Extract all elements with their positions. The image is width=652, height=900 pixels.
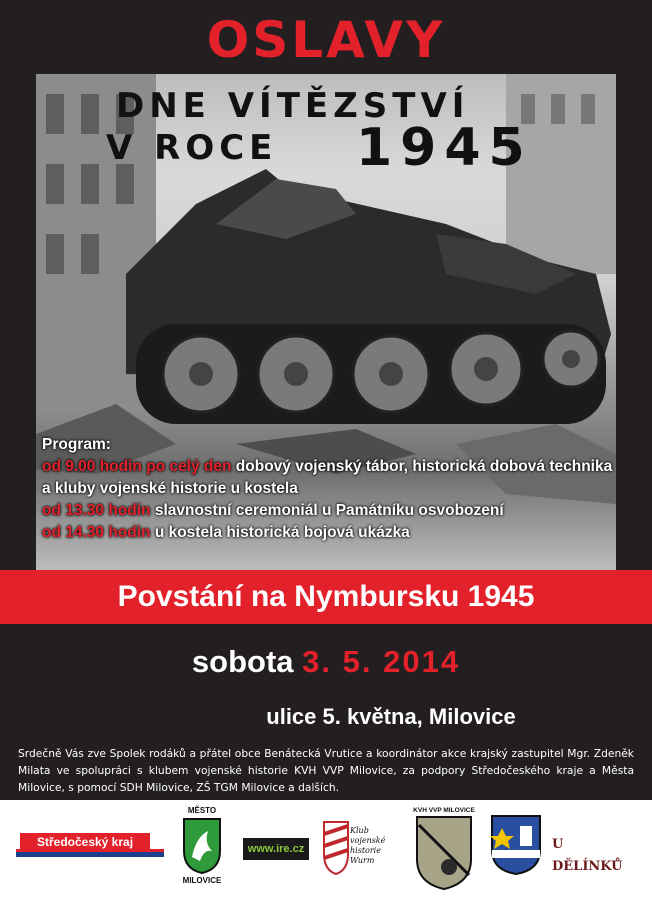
- invitation-text: Srdečně Vás zve Spolek rodáků a přátel obce Benátecká Vrutice a koordinátor akce krajský zastupitel Mgr. Zdeněk Milata ve spolupráci s klubem vojenské historie KVH VVP Milovice, za podpory Středočeského kraje a Města Milovice, s pomocí SDH Milovice, ZŠ TGM Milovice a dalších.: [18, 747, 634, 794]
- mesto-top-label: MĚSTO: [187, 806, 217, 815]
- milovice-crest-icon: [182, 817, 222, 875]
- kvh-label: KVH VVP MILOVICE: [413, 807, 475, 814]
- kraj-label: Středočeský kraj: [20, 833, 150, 851]
- mesto-milovice-logo: [178, 806, 226, 894]
- event-date-line: [0, 640, 652, 684]
- program-text: slavnostní ceremoniál u Památníku osvobození: [150, 502, 504, 519]
- event-banner: Povstání na Nymbursku 1945: [0, 570, 652, 624]
- kvh-vvp-logo: [413, 806, 475, 894]
- headline-year: 1945: [356, 118, 533, 178]
- program-heading: Program:: [42, 436, 111, 453]
- program-item: [42, 456, 614, 500]
- wurm-label: Klub vojenské historie Wurm: [350, 826, 386, 865]
- program-item: [42, 500, 614, 522]
- stredocesky-kraj-logo: [16, 830, 164, 862]
- wurm-club-logo: [322, 818, 394, 880]
- vrutice-crest-logo: [490, 814, 542, 876]
- headline-line-1: DNE VÍTĚZSTVÍ: [116, 86, 470, 126]
- tank-photo: [36, 74, 616, 570]
- event-title: OSLAVY: [206, 11, 446, 69]
- event-day: sobota: [191, 644, 294, 679]
- ire-logo: www.ire.cz: [243, 838, 309, 860]
- program-text: u kostela historická bojová ukázka: [150, 524, 410, 541]
- wurm-shield-icon: [322, 820, 350, 876]
- mesto-bottom-label: MILOVICE: [182, 876, 222, 885]
- program-time: od 14.30 hodin: [42, 524, 151, 541]
- town-crest-icon: [490, 814, 542, 876]
- event-place: ulice 5. května, Milovice: [266, 704, 516, 729]
- u-delinku-logo: U DĚLÍNKŮ: [552, 837, 623, 874]
- event-date: 3. 5. 2014: [302, 644, 461, 679]
- program-time: od 9.00 hodin po celý den: [42, 458, 232, 475]
- program-text: dobový vojenský tábor, historická dobová technika a kluby vojenské historie u kostela: [42, 458, 613, 497]
- sponsor-logos: [0, 800, 652, 900]
- program-time: od 13.30 hodin: [42, 502, 151, 519]
- program-item: [42, 522, 614, 544]
- kvh-shield-icon: [415, 815, 473, 891]
- headline-line-2: V ROCE: [106, 128, 278, 168]
- program-section: [42, 434, 614, 544]
